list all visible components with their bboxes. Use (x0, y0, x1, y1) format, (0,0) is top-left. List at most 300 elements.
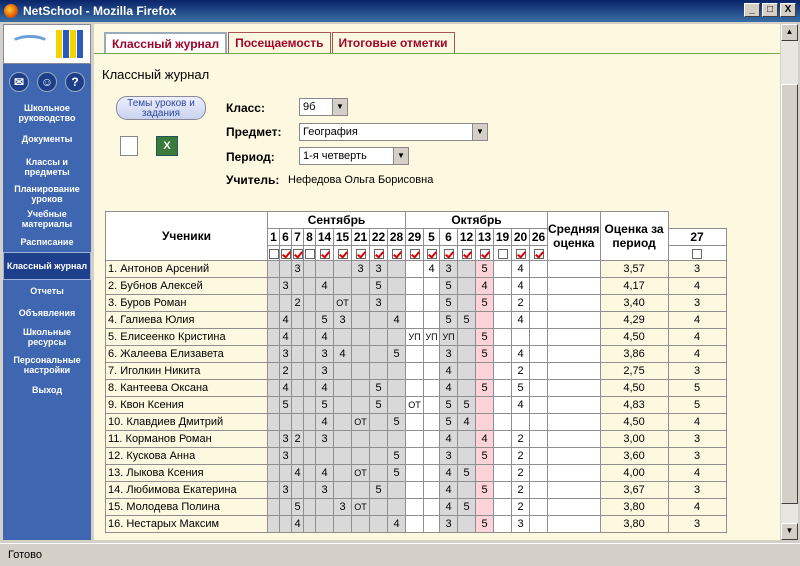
student-name[interactable]: 5. Елисеенко Кристина (106, 329, 268, 346)
period-select[interactable] (299, 147, 409, 165)
mark-cell[interactable] (494, 346, 512, 363)
period-mark-cell[interactable]: 4 (668, 465, 726, 482)
mark-cell[interactable] (304, 431, 316, 448)
mark-cell[interactable] (406, 278, 424, 295)
mark-cell[interactable] (494, 465, 512, 482)
mark-cell[interactable] (494, 261, 512, 278)
mark-cell[interactable]: 5 (476, 329, 494, 346)
mark-cell[interactable] (268, 397, 280, 414)
mark-cell[interactable]: УП (440, 329, 458, 346)
mark-cell[interactable]: 5 (458, 312, 476, 329)
day-header[interactable]: 5 (424, 229, 440, 246)
day-header[interactable]: 8 (304, 229, 316, 246)
mark-cell[interactable]: 4 (440, 363, 458, 380)
mark-cell[interactable] (494, 414, 512, 431)
tab-class-journal[interactable]: Классный журнал (104, 32, 227, 54)
mark-cell[interactable]: 3 (316, 431, 334, 448)
mark-cell[interactable] (548, 278, 601, 295)
mark-cell[interactable] (304, 312, 316, 329)
mark-cell[interactable] (370, 465, 388, 482)
mark-cell[interactable] (388, 482, 406, 499)
mark-cell[interactable] (548, 516, 601, 533)
mark-cell[interactable] (370, 363, 388, 380)
period-mark-cell[interactable]: 4 (668, 499, 726, 516)
mark-cell[interactable]: 4 (292, 465, 304, 482)
mark-cell[interactable] (388, 397, 406, 414)
mark-cell[interactable] (370, 499, 388, 516)
vertical-scrollbar[interactable] (781, 24, 798, 540)
sidebar-item[interactable]: Выход (31, 385, 63, 395)
mark-cell[interactable] (424, 295, 440, 312)
mark-cell[interactable] (316, 295, 334, 312)
day-header[interactable]: 22 (370, 229, 388, 246)
mark-cell[interactable] (388, 261, 406, 278)
mark-cell[interactable]: 3 (334, 499, 352, 516)
mark-cell[interactable] (406, 482, 424, 499)
mark-cell[interactable] (304, 516, 316, 533)
period-mark-cell[interactable]: 3 (668, 261, 726, 278)
lesson-checkbox[interactable] (338, 249, 348, 259)
period-mark-cell[interactable]: 3 (668, 363, 726, 380)
mark-cell[interactable]: 3 (440, 261, 458, 278)
mark-cell[interactable]: 4 (476, 431, 494, 448)
mark-cell[interactable]: 5 (476, 482, 494, 499)
mark-cell[interactable] (476, 397, 494, 414)
mark-cell[interactable] (370, 414, 388, 431)
mark-cell[interactable]: 4 (316, 380, 334, 397)
sidebar-item[interactable]: Расписание (20, 237, 74, 247)
mark-cell[interactable] (370, 431, 388, 448)
mark-cell[interactable] (292, 397, 304, 414)
student-name[interactable]: 4. Галиева Юлия (106, 312, 268, 329)
mark-cell[interactable] (352, 329, 370, 346)
mark-cell[interactable] (292, 278, 304, 295)
mark-cell[interactable] (530, 516, 548, 533)
student-name[interactable]: 16. Нестарых Максим (106, 516, 268, 533)
mark-cell[interactable] (406, 380, 424, 397)
mark-cell[interactable]: 5 (388, 414, 406, 431)
mark-cell[interactable]: 3 (280, 448, 292, 465)
student-name[interactable]: 11. Корманов Роман (106, 431, 268, 448)
mark-cell[interactable]: 2 (280, 363, 292, 380)
mark-cell[interactable] (334, 465, 352, 482)
mark-cell[interactable] (406, 261, 424, 278)
mark-cell[interactable] (530, 380, 548, 397)
mark-cell[interactable] (268, 363, 280, 380)
mark-cell[interactable]: 4 (388, 312, 406, 329)
mark-cell[interactable] (352, 295, 370, 312)
mark-cell[interactable] (304, 261, 316, 278)
mark-cell[interactable] (352, 278, 370, 295)
mark-cell[interactable] (424, 380, 440, 397)
period-mark-cell[interactable]: 3 (668, 431, 726, 448)
mark-cell[interactable] (476, 499, 494, 516)
mark-cell[interactable]: 3 (280, 431, 292, 448)
mark-cell[interactable]: 4 (440, 482, 458, 499)
document-icon[interactable] (120, 136, 138, 156)
student-name[interactable]: 9. Квон Ксения (106, 397, 268, 414)
day-header[interactable]: 13 (476, 229, 494, 246)
mark-cell[interactable] (304, 295, 316, 312)
mark-cell[interactable] (548, 499, 601, 516)
mark-cell[interactable]: 4 (388, 516, 406, 533)
mark-cell[interactable] (548, 431, 601, 448)
mark-cell[interactable] (316, 448, 334, 465)
mark-cell[interactable]: 4 (316, 465, 334, 482)
mark-cell[interactable] (424, 397, 440, 414)
mark-cell[interactable] (494, 329, 512, 346)
mark-cell[interactable]: 3 (334, 312, 352, 329)
mark-cell[interactable]: 2 (512, 431, 530, 448)
student-name[interactable]: 3. Буров Роман (106, 295, 268, 312)
lesson-checkbox[interactable] (427, 249, 437, 259)
mark-cell[interactable] (334, 516, 352, 533)
mark-cell[interactable]: 5 (316, 312, 334, 329)
minimize-button[interactable]: _ (744, 3, 760, 17)
mark-cell[interactable] (548, 465, 601, 482)
mark-cell[interactable] (494, 482, 512, 499)
mark-cell[interactable] (334, 482, 352, 499)
mark-cell[interactable]: ОТ (352, 414, 370, 431)
mark-cell[interactable] (424, 482, 440, 499)
mark-cell[interactable]: ОТ (352, 499, 370, 516)
mark-cell[interactable]: 5 (458, 397, 476, 414)
mark-cell[interactable]: 4 (316, 278, 334, 295)
mark-cell[interactable] (280, 465, 292, 482)
mark-cell[interactable]: 4 (440, 431, 458, 448)
mark-cell[interactable]: 3 (316, 363, 334, 380)
mark-cell[interactable]: 5 (370, 397, 388, 414)
mark-cell[interactable] (268, 465, 280, 482)
sidebar-item[interactable]: Учебные материалы (21, 209, 73, 229)
mark-cell[interactable] (316, 261, 334, 278)
lesson-checkbox[interactable] (356, 249, 366, 259)
mark-cell[interactable] (494, 363, 512, 380)
mark-cell[interactable] (512, 329, 530, 346)
mark-cell[interactable]: 5 (440, 295, 458, 312)
class-select[interactable] (299, 98, 348, 116)
period-mark-cell[interactable]: 4 (668, 312, 726, 329)
mark-cell[interactable] (370, 312, 388, 329)
mark-cell[interactable] (476, 312, 494, 329)
mark-cell[interactable] (304, 448, 316, 465)
mark-cell[interactable] (512, 414, 530, 431)
mark-cell[interactable] (458, 448, 476, 465)
mark-cell[interactable] (388, 295, 406, 312)
mark-cell[interactable]: 5 (476, 261, 494, 278)
mark-cell[interactable] (494, 380, 512, 397)
mark-cell[interactable]: 4 (512, 397, 530, 414)
mark-cell[interactable] (424, 278, 440, 295)
mark-cell[interactable]: 2 (292, 431, 304, 448)
lesson-checkbox[interactable] (498, 249, 508, 259)
sidebar-item[interactable]: Персональные настройки (13, 355, 81, 375)
mark-cell[interactable] (304, 397, 316, 414)
mark-cell[interactable]: 2 (512, 465, 530, 482)
mark-cell[interactable] (458, 380, 476, 397)
mark-cell[interactable] (334, 329, 352, 346)
mark-cell[interactable] (268, 261, 280, 278)
student-name[interactable]: 6. Жалеева Елизавета (106, 346, 268, 363)
mark-cell[interactable] (388, 499, 406, 516)
lesson-checkbox[interactable] (692, 249, 702, 259)
day-header[interactable]: 6 (440, 229, 458, 246)
mark-cell[interactable]: УП (424, 329, 440, 346)
mark-cell[interactable] (352, 363, 370, 380)
mark-cell[interactable] (530, 261, 548, 278)
mark-cell[interactable] (494, 278, 512, 295)
lesson-checkbox[interactable] (444, 249, 454, 259)
scroll-down-icon[interactable]: ▼ (781, 523, 798, 540)
student-name[interactable]: 10. Клавдиев Дмитрий (106, 414, 268, 431)
mark-cell[interactable] (548, 397, 601, 414)
mark-cell[interactable]: 5 (388, 346, 406, 363)
mark-cell[interactable] (268, 346, 280, 363)
mark-cell[interactable] (548, 295, 601, 312)
student-name[interactable]: 2. Бубнов Алексей (106, 278, 268, 295)
sidebar-item[interactable]: Классы и предметы (24, 157, 70, 177)
mark-cell[interactable] (352, 397, 370, 414)
day-header[interactable]: 26 (530, 229, 548, 246)
mark-cell[interactable]: 2 (292, 295, 304, 312)
mark-cell[interactable]: 5 (458, 465, 476, 482)
mark-cell[interactable]: 5 (370, 380, 388, 397)
day-header[interactable]: 21 (352, 229, 370, 246)
mark-cell[interactable] (268, 516, 280, 533)
student-name[interactable]: 15. Молодева Полина (106, 499, 268, 516)
mark-cell[interactable]: 2 (512, 482, 530, 499)
mark-cell[interactable] (494, 516, 512, 533)
mark-cell[interactable]: 5 (440, 312, 458, 329)
mark-cell[interactable] (292, 346, 304, 363)
day-header[interactable]: 14 (316, 229, 334, 246)
mark-cell[interactable]: УП (406, 329, 424, 346)
student-name[interactable]: 7. Иголкин Никита (106, 363, 268, 380)
mark-cell[interactable] (292, 329, 304, 346)
day-header[interactable]: 6 (280, 229, 292, 246)
scroll-thumb[interactable] (781, 84, 798, 504)
mark-cell[interactable] (548, 414, 601, 431)
mark-cell[interactable]: ОТ (334, 295, 352, 312)
mark-cell[interactable]: 4 (440, 380, 458, 397)
mark-cell[interactable] (548, 261, 601, 278)
mark-cell[interactable] (334, 363, 352, 380)
day-header[interactable]: 7 (292, 229, 304, 246)
mark-cell[interactable] (458, 363, 476, 380)
mark-cell[interactable] (548, 329, 601, 346)
student-name[interactable]: 14. Любимова Екатерина (106, 482, 268, 499)
mark-cell[interactable] (424, 516, 440, 533)
mark-cell[interactable] (352, 448, 370, 465)
lesson-checkbox[interactable] (516, 249, 526, 259)
mark-cell[interactable]: 4 (440, 499, 458, 516)
mark-cell[interactable] (548, 312, 601, 329)
mark-cell[interactable] (352, 516, 370, 533)
mark-cell[interactable] (268, 448, 280, 465)
mark-cell[interactable] (494, 312, 512, 329)
period-mark-cell[interactable]: 3 (668, 482, 726, 499)
mark-cell[interactable] (352, 482, 370, 499)
mark-cell[interactable]: 3 (316, 482, 334, 499)
mark-cell[interactable] (268, 312, 280, 329)
mark-cell[interactable] (406, 516, 424, 533)
mark-cell[interactable] (304, 414, 316, 431)
day-header[interactable]: 28 (388, 229, 406, 246)
mark-cell[interactable] (476, 363, 494, 380)
sidebar-item[interactable]: Школьное руководство (18, 103, 76, 123)
mark-cell[interactable] (304, 278, 316, 295)
mark-cell[interactable] (458, 516, 476, 533)
mark-cell[interactable] (530, 278, 548, 295)
mark-cell[interactable]: 5 (370, 278, 388, 295)
mark-cell[interactable]: 5 (476, 295, 494, 312)
lesson-checkbox[interactable] (374, 249, 384, 259)
mark-cell[interactable] (424, 414, 440, 431)
mark-cell[interactable]: 4 (440, 465, 458, 482)
mark-cell[interactable]: 3 (440, 448, 458, 465)
mark-cell[interactable] (352, 346, 370, 363)
mark-cell[interactable] (352, 380, 370, 397)
mark-cell[interactable] (458, 482, 476, 499)
mark-cell[interactable] (292, 312, 304, 329)
mark-cell[interactable] (280, 295, 292, 312)
mark-cell[interactable] (458, 295, 476, 312)
mark-cell[interactable] (530, 414, 548, 431)
day-header[interactable]: 12 (458, 229, 476, 246)
day-header[interactable]: 20 (512, 229, 530, 246)
mark-cell[interactable]: ОТ (406, 397, 424, 414)
mark-cell[interactable] (334, 448, 352, 465)
mark-cell[interactable] (280, 414, 292, 431)
mark-cell[interactable] (424, 448, 440, 465)
mark-cell[interactable] (494, 295, 512, 312)
mark-cell[interactable] (268, 380, 280, 397)
lesson-checkbox[interactable] (480, 249, 490, 259)
mark-cell[interactable] (388, 329, 406, 346)
mark-cell[interactable] (370, 346, 388, 363)
mark-cell[interactable] (406, 499, 424, 516)
period-mark-cell[interactable]: 3 (668, 516, 726, 533)
mark-cell[interactable] (316, 516, 334, 533)
lesson-checkbox[interactable] (305, 249, 315, 259)
mark-cell[interactable]: 5 (316, 397, 334, 414)
mark-cell[interactable] (548, 448, 601, 465)
mark-cell[interactable] (494, 448, 512, 465)
mark-cell[interactable]: 4 (280, 329, 292, 346)
mark-cell[interactable]: 4 (292, 516, 304, 533)
maximize-button[interactable]: □ (762, 3, 778, 17)
lesson-topics-button[interactable]: Темы уроков и задания (116, 96, 206, 120)
mark-cell[interactable] (458, 329, 476, 346)
lesson-checkbox[interactable] (410, 249, 420, 259)
tab-attendance[interactable]: Посещаемость (228, 32, 330, 54)
mark-cell[interactable] (406, 346, 424, 363)
lesson-checkbox[interactable] (281, 249, 291, 259)
day-header[interactable]: 27 (668, 229, 726, 246)
mark-cell[interactable] (494, 397, 512, 414)
mark-cell[interactable]: 5 (476, 516, 494, 533)
mark-cell[interactable]: 4 (458, 414, 476, 431)
mark-cell[interactable] (548, 363, 601, 380)
mark-cell[interactable]: 3 (292, 261, 304, 278)
mark-cell[interactable]: 4 (334, 346, 352, 363)
mark-cell[interactable]: 2 (512, 295, 530, 312)
mark-cell[interactable] (548, 380, 601, 397)
student-name[interactable]: 13. Лыкова Ксения (106, 465, 268, 482)
mark-cell[interactable] (548, 482, 601, 499)
mark-cell[interactable] (334, 414, 352, 431)
mark-cell[interactable]: 3 (280, 346, 292, 363)
scroll-up-icon[interactable]: ▲ (781, 24, 798, 41)
mark-cell[interactable] (548, 346, 601, 363)
sidebar-item[interactable]: Объявления (18, 308, 76, 318)
lesson-checkbox[interactable] (392, 249, 402, 259)
sidebar-item[interactable]: Классный журнал (3, 252, 91, 280)
lesson-checkbox[interactable] (293, 249, 303, 259)
mark-cell[interactable]: 5 (476, 448, 494, 465)
lesson-checkbox[interactable] (462, 249, 472, 259)
period-mark-cell[interactable]: 5 (668, 397, 726, 414)
mark-cell[interactable] (530, 397, 548, 414)
mark-cell[interactable] (268, 482, 280, 499)
mark-cell[interactable]: 4 (424, 261, 440, 278)
mark-cell[interactable] (530, 295, 548, 312)
period-mark-cell[interactable]: 4 (668, 346, 726, 363)
mark-cell[interactable]: 5 (440, 397, 458, 414)
mark-cell[interactable] (476, 414, 494, 431)
mark-cell[interactable] (304, 346, 316, 363)
mark-cell[interactable] (406, 295, 424, 312)
mark-cell[interactable] (458, 278, 476, 295)
mark-cell[interactable]: 3 (440, 346, 458, 363)
mark-cell[interactable]: 5 (292, 499, 304, 516)
mark-cell[interactable] (334, 261, 352, 278)
mark-cell[interactable]: 2 (512, 363, 530, 380)
mark-cell[interactable] (458, 431, 476, 448)
mark-cell[interactable] (406, 363, 424, 380)
mark-cell[interactable]: 5 (458, 499, 476, 516)
mark-cell[interactable]: 4 (512, 261, 530, 278)
mark-cell[interactable]: 5 (370, 482, 388, 499)
mark-cell[interactable] (424, 346, 440, 363)
mark-cell[interactable] (424, 499, 440, 516)
mark-cell[interactable] (268, 329, 280, 346)
period-mark-cell[interactable]: 4 (668, 414, 726, 431)
period-mark-cell[interactable]: 5 (668, 380, 726, 397)
period-mark-cell[interactable]: 4 (668, 278, 726, 295)
mark-cell[interactable]: 3 (316, 346, 334, 363)
mark-cell[interactable] (458, 346, 476, 363)
mark-cell[interactable] (292, 482, 304, 499)
student-name[interactable]: 1. Антонов Арсений (106, 261, 268, 278)
mark-cell[interactable] (370, 516, 388, 533)
mark-cell[interactable]: 5 (280, 397, 292, 414)
mark-cell[interactable] (388, 278, 406, 295)
mark-cell[interactable]: 4 (280, 312, 292, 329)
mark-cell[interactable]: 4 (476, 278, 494, 295)
people-icon[interactable]: ☺ (37, 72, 57, 92)
mark-cell[interactable] (530, 448, 548, 465)
day-header[interactable]: 15 (334, 229, 352, 246)
mark-cell[interactable] (530, 329, 548, 346)
mark-cell[interactable]: 5 (440, 414, 458, 431)
mail-icon[interactable]: ✉ (9, 72, 29, 92)
mark-cell[interactable] (530, 465, 548, 482)
mark-cell[interactable]: 4 (512, 278, 530, 295)
lesson-checkbox[interactable] (269, 249, 279, 259)
student-name[interactable]: 8. Кантеева Оксана (106, 380, 268, 397)
day-header[interactable]: 1 (268, 229, 280, 246)
